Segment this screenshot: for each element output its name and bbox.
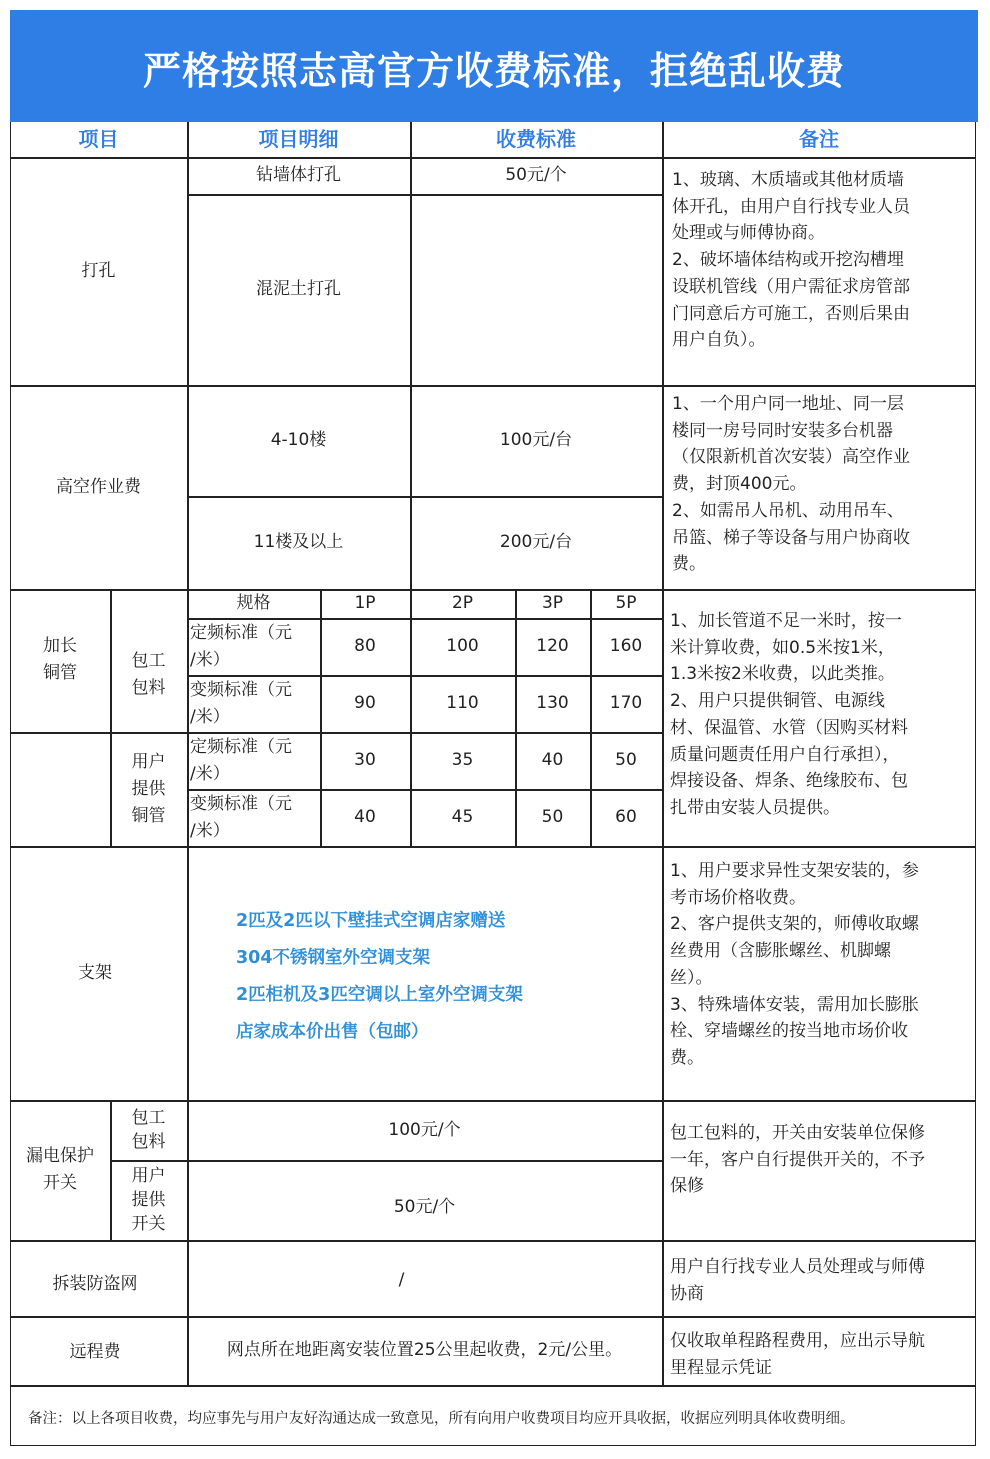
altitude-remark: 1、一个用户同一地址、同一层 楼同一房号同时安装多台机器 （仅限新机首次安装）高空作业 费，封顶400元。 2、如需吊人吊机、动用吊车、 吊篮、梯子等设备与用户协商收 费。: [672, 394, 910, 575]
copper-value: 40: [541, 750, 564, 770]
title-banner: [10, 10, 978, 122]
copper-remark: 1、加长管道不足一米时，按一 米计算收费，如0.5米按1米， 1.3米按2米收费，以此类推。 2、用户只提供铜管、电源线 材、保温管、水管（因购买材料 质量问题责任用户自行承担）， 焊接设备、焊条、绝缘胶布、包 扎带由安装人员提供。: [670, 611, 908, 818]
distance-remark: 仅收取单程路程费用，应出示导航 里程显示凭证: [670, 1331, 925, 1378]
copper-user-row2-spec: 变频标准（元 /米）: [190, 793, 292, 841]
altitude-row2-price: 200元/台: [499, 532, 573, 552]
copper-power-2p: 2P: [451, 593, 474, 613]
copper-value: 40: [354, 807, 376, 827]
breaker-package-price: 100元/个: [388, 1119, 461, 1140]
copper-power-5p: 5P: [615, 593, 637, 613]
breaker-user-label: 用户 提供 开关: [131, 1166, 166, 1234]
breaker-user-price: 50元/个: [393, 1196, 456, 1217]
copper-power-1p: 1P: [354, 593, 376, 613]
copper-value: 50: [541, 807, 564, 827]
altitude-label: 高空作业费: [56, 476, 141, 497]
drilling-wall-detail: 钻墙体打孔: [256, 165, 341, 185]
copper-value: 35: [451, 750, 474, 770]
drilling-remark: 1、玻璃、木质墙或其他材质墙 体开孔，由用户自行找专业人员 处理或与师傅协商。 2、破坏墙体结构或开挖沟槽埋 设联机管线（用户需征求房管部 门同意后方可施工，否则后果由 用户自负）。: [672, 170, 910, 351]
breaker-package-label: 包工 包料: [131, 1108, 166, 1152]
copper-label: 加长 铜管: [43, 636, 77, 683]
bracket-details: 2匹及2匹以下壁挂式空调店家赠送 304不锈钢室外空调支架 2匹柜机及3匹空调以上室外空调支架 店家成本价出售（包邮）: [236, 911, 523, 1042]
altitude-row2-detail: 11楼及以上: [253, 532, 344, 552]
copper-user-row1-spec: 定频标准（元 /米）: [190, 736, 292, 784]
row-divider: [10, 1385, 976, 1387]
drilling-wall-price: 50元/个: [505, 165, 567, 185]
breaker-label: 漏电保护 开关: [26, 1146, 94, 1193]
antitheft-value: /: [398, 1269, 405, 1290]
copper-user-label: 用户 提供 铜管: [131, 751, 166, 826]
copper-package-row1-spec: 定频标准（元 /米）: [190, 622, 292, 670]
distance-value: 网点所在地距离安装位置25公里起收费，2元/公里。: [226, 1340, 623, 1360]
page-title: 严格按照志高官方收费标准，拒绝乱收费: [142, 49, 845, 93]
header-standard: 收费标准: [496, 127, 576, 151]
copper-value: 60: [615, 807, 637, 827]
altitude-row1-detail: 4-10楼: [270, 430, 327, 450]
distance-label: 远程费: [69, 1341, 121, 1362]
copper-value: 130: [536, 693, 569, 713]
header-detail: 项目明细: [258, 127, 339, 151]
copper-package-label: 包工 包料: [131, 651, 166, 698]
copper-package-row2-spec: 变频标准（元 /米）: [190, 679, 292, 727]
copper-spec-header: 规格: [236, 593, 271, 613]
header-remark: 备注: [799, 127, 839, 151]
copper-value: 80: [354, 636, 376, 656]
copper-value: 30: [354, 750, 376, 770]
drilling-concrete-detail: 混泥土打孔: [256, 279, 341, 299]
antitheft-label: 拆装防盗网: [52, 1273, 138, 1294]
bracket-label: 支架: [78, 962, 112, 983]
breaker-remark: 包工包料的，开关由安装单位保修 一年，客户自行提供开关的，不予 保修: [670, 1123, 925, 1197]
footnote: 备注：以上各项目收费，均应事先与用户友好沟通达成一致意见，所有向用户收费项目均应开具收据，收据应列明具体收费明细。: [28, 1411, 855, 1427]
drilling-label: 打孔: [81, 260, 116, 281]
col-divider: [662, 122, 664, 1385]
altitude-row1-price: 100元/台: [499, 430, 573, 450]
copper-value: 160: [609, 636, 643, 656]
copper-value: 45: [451, 807, 474, 827]
copper-power-3p: 3P: [541, 593, 564, 613]
antitheft-remark: 用户自行找专业人员处理或与师傅 协商: [670, 1257, 925, 1304]
copper-value: 110: [446, 693, 479, 713]
header-item: 项目: [78, 127, 119, 151]
copper-value: 170: [609, 693, 643, 713]
copper-value: 120: [536, 636, 569, 656]
copper-value: 50: [615, 750, 637, 770]
copper-value: 100: [446, 636, 479, 656]
copper-value: 90: [354, 693, 376, 713]
bracket-remark: 1、用户要求异性支架安装的，参 考市场价格收费。 2、客户提供支架的，师傅收取螺 丝费用（含膨胀螺丝、机脚螺 丝）。 3、特殊墙体安装，需用加长膨胀 栓、穿墙螺丝的按当地市场价收 费。: [670, 861, 919, 1068]
